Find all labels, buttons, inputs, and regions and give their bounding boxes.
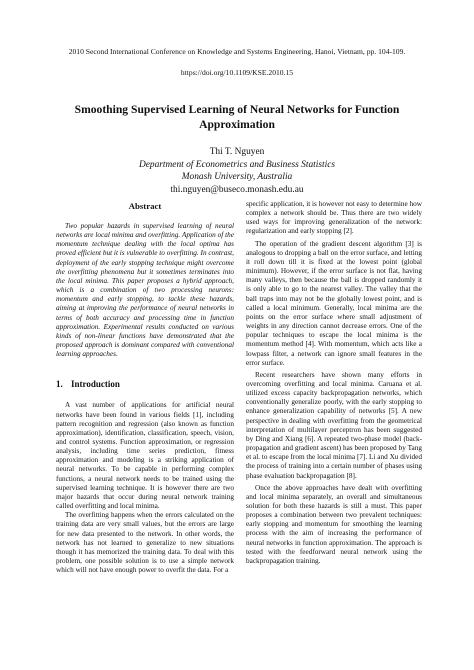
abstract-text: Two popular hazards in supervised learning of neural networks are local minima and overfitting. Application of the momentum technique dealing with the local optima has proved efficient but it is vulnerable to overfitting. In contrast, deployment of the early stopping technique might overcome the overfitting phenomena but it sometimes terminates into the local minima. This paper proposes a hybrid approach, which is a combination of two processing neurons: momentum and early stopping, to tackle these hazards, aiming at improving the performance of neural networks in terms of both accuracy and processing time in function approximation. Experimental results conducted on various kinds of non-linear functions have demonstrated that the proposed approach is dominant compared with conventional learning approaches. bbox=[56, 222, 234, 359]
right-paragraph-1: specific application, it is however not easy to determine how complex a network should be. Thus there are two widely used ways for improving generalization of the network: regularization and early stopping [2]. bbox=[246, 200, 422, 236]
intro-paragraph-2: The overfitting happens when the errors calculated on the training data are very small values, but the errors are large for new data presented to the network. In other words, the network has not learned to generalize to new situations though it has memorized the training data. To deal with this problem, one possible solution is to use a simple network which will not have enough power to overfit the data. For a bbox=[56, 511, 234, 575]
right-paragraph-2: The operation of the gradient descent algorithm [3] is analogous to dropping a ball on the error surface, and letting it roll down till it is fixed at the lowest point (global minimum). However, if the error surface is not flat, having many valleys, then because the ball is dropped randomly it is only able to go to the nearest valley. The valley that the ball traps into may not be the globally lowest point, and is called a local minimum. Generally, local minima are the points on the error surface where small adjustment of weights in any direction cannot decrease errors. One of the popular techniques to escape the local minima is the momentum method [4]. With momentum, which acts like a lowpass filter, a network can ignore small features in the error surface. bbox=[246, 239, 422, 367]
abstract-heading: Abstract bbox=[128, 201, 162, 211]
title-line-2: Approximation bbox=[199, 117, 275, 131]
title-line-1: Smoothing Supervised Learning of Neural Networks for Function bbox=[74, 103, 400, 116]
author-name: Thi T. Nguyen bbox=[209, 147, 265, 157]
author-email[interactable]: thi.nguyen@buseco.monash.edu.au bbox=[170, 184, 304, 195]
conference-header: 2010 Second International Conference on Knowledge and Systems Engineering, Hanoi, Vietnam, pp. 104-109. bbox=[68, 47, 406, 56]
intro-paragraph-1: A vast number of applications for artificial neural networks have been found in various fields [1], including pattern recognition and regression (also known as function approximation), identification, classification, speech, vision, and control systems. Function approximation, or regression analysis, including time series prediction, fitness approximation and modeling is a striking application of neural networks. To be capable in performing complex functions, a neural network needs to be trained using the supervised learning technique. It is however there are two major hazards that occur during neural network training called overfitting and local minima. bbox=[56, 401, 234, 511]
right-paragraph-4: Once the above approaches have dealt with overfitting and local minima separately, an overall and simultaneous solution for both these hazards is still a must. This paper proposes a combination between two prevalent techniques: early stopping and momentum for smoothing the learning process with the aim of increasing the performance of neural networks in function approximation. The approach is tested with the feedforward neural network using the backpropagation training. bbox=[246, 483, 422, 565]
right-column bbox=[246, 200, 422, 569]
doi-link[interactable]: https://doi.org/10.1109/KSE.2010.15 bbox=[180, 68, 294, 77]
section-title: Introduction bbox=[71, 379, 120, 390]
author-university: Monash University, Australia bbox=[181, 172, 293, 182]
section-heading-introduction bbox=[56, 379, 234, 389]
right-paragraph-3: Recent researchers have shown many efforts in overcoming overfitting and local minima. Caruana et al. utilized excess capacity backpropagation networks, which conventionally generalize poorly, with the early stopping to enhance generalization capability of networks [5]. A new perspective in dealing with overfitting from the geometrical interpretation of multilayer perceptron has been suggested by Ding and Xiang [6]. A repeated two-phase model (back-propagation and gradient ascent) has been proposed by Tang et al. to escape from the local minima [7]. Li and Xu divided the process of training into a certain number of phases using phase evaluation backpropagation [8]. bbox=[246, 370, 422, 480]
left-column bbox=[56, 200, 234, 575]
section-number: 1. bbox=[56, 379, 63, 390]
author-block bbox=[0, 146, 474, 196]
author-department: Department of Econometrics and Business Statistics bbox=[138, 159, 336, 170]
paper-title bbox=[70, 103, 404, 132]
